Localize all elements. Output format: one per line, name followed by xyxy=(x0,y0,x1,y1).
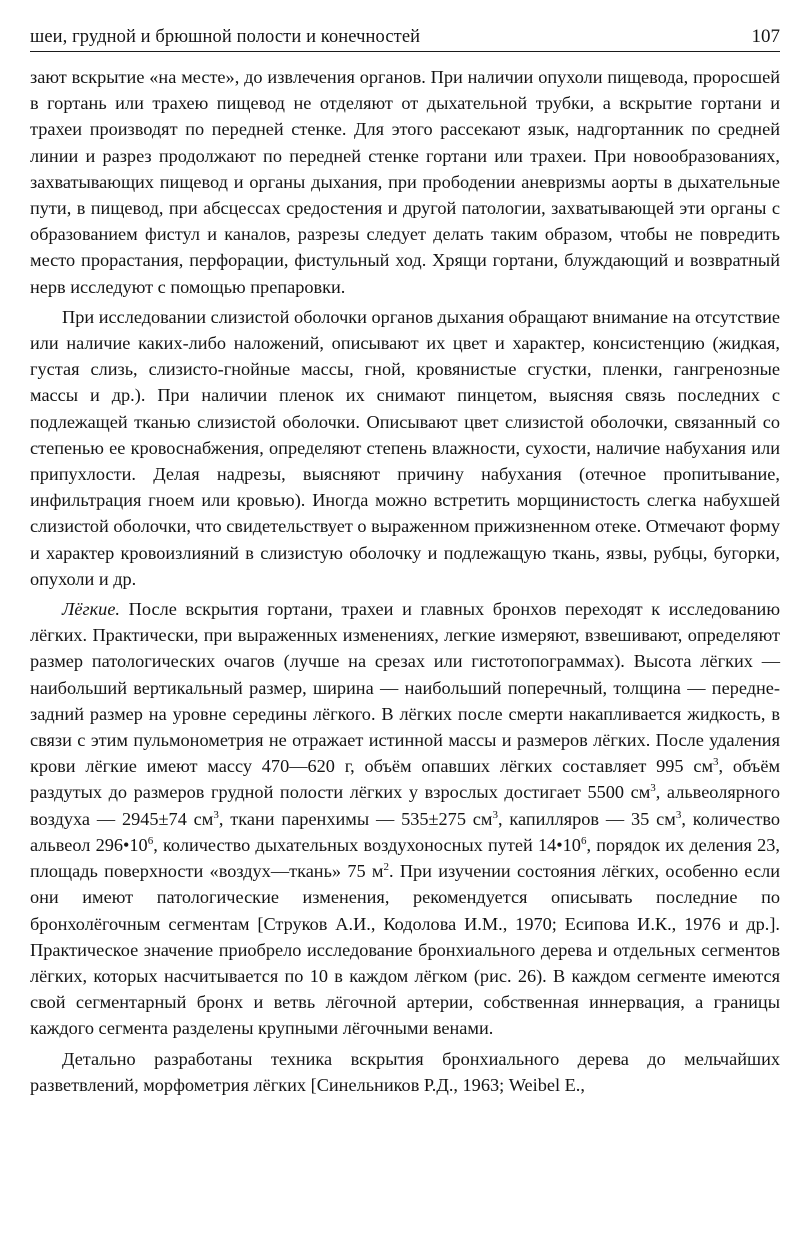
running-header-title: шеи, грудной и брюшной полости и конечностей xyxy=(30,27,421,47)
body-text xyxy=(30,64,780,1098)
section-lead-lungs: Лёгкие. xyxy=(62,599,121,620)
paragraph-bronchial-tree: Детально разработаны техника вскрытия бронхиального дерева до мельчайших разветвлений, морфометрия лёгких [Синельников Р.Д., 1963; Weibel E., xyxy=(30,1048,780,1095)
book-page xyxy=(30,26,780,1098)
paragraph-lungs-text: После вскрытия гортани, трахеи и главных бронхов переходят к исследованию лёгких. Практически, при выраженных изменениях, легкие измеряют, взвешивают, определяют размер патологических очагов (лучше на срезах или гистотопограммах). Высота лёгких — наибольший вертикальный размер, ширина — наибольший поперечный, толщина — передне-задний размер на уровне середины лёгкого. В лёгких после смерти накапливается жидкость, в связи с этим пульмонометрия не отражает истинной массы и размеров лёгких. После удаления крови лёгкие имеют массу 470—620 г, объём опавших лёгких составляет 995 $см^3$, объём раздутых до размеров грудной полости лёгких у взрослых достигает 5500 $см^3$, альвеолярного воздуха — 2945±74 $см^3$, ткани паренхимы — 535±275 $см^3$, капилляров — 35 $см^3$, количество альвеол $296•10^6$, количество дыхательных воздухоносных путей $14•10^6$, порядок их деления 23, площадь поверхности «воздух—ткань» 75 $м^2$. При изучении состояния лёгких, особенно если они имеют патологические изменения, рекомендуется описывать последние по бронхолёгочным сегментам [Струков А.И., Кодолова И.М., 1970; Есипова И.К., 1976 и др.]. Практическое значение приобрело исследование бронхиального дерева и отдельных сегментов лёгких, которых насчитывается по 10 в каждом лёгком (рис. 26). В каждом сегменте имеются свой сегментарный бронх и ветвь лёгочной артерии, собственная иннервация, а границы каждого сегмента разделены крупными лёгочными венами. xyxy=(30,599,781,1039)
paragraph-lungs xyxy=(30,596,780,1041)
paragraph-esophagus-continuation: зают вскрытие «на месте», до извлечения органов. При наличии опухоли пищевода, проросшей в гортань или трахею пищевод не отделяют от дыхательной трубки, а вскрытие гортани и трахеи производят по передней стенке. Для этого рассекают язык, надгортанник по средней линии и разрез продолжают по передней стенке гортани или трахеи. При новообразованиях, захватывающих пищевод и органы дыхания, при прободении аневризмы аорты в дыхательные пути, в пищевод, при абсцессах средостения и другой патологии, захватывающей эти органы с образованием фистул и каналов, разрезы следует делать таким образом, чтобы не повредить место прорастания, перфорации, фистульный ход. Хрящи гортани, блуждающий и возвратный нерв исследуют с помощью препаровки. xyxy=(30,67,780,297)
page-number: 107 xyxy=(751,26,780,47)
paragraph-mucosa-examination: При исследовании слизистой оболочки органов дыхания обращают внимание на отсутствие или наличие каких-либо наложений, описывают их цвет и характер, консистенцию (жидкая, густая слизь, слизисто-гнойные массы, гной, кровянистые сгустки, пленки, гангренозные массы и др.). При наличии пленок их снимают пинцетом, выясняя связь последних с подлежащей тканью слизистой оболочки. Описывают цвет слизистой оболочки, связанный со степенью ее кровоснабжения, определяют степень влажности, сухости, наличие набухания или припухлости. Делая надрезы, выясняют причину набухания (отечное пропитывание, инфильтрация гноем или кровью). Иногда можно встретить морщинистость слегка набухшей слизистой оболочки, что свидетельствует о выраженном прижизненном отеке. Отмечают форму и характер кровоизлияний в слизистую оболочку и подлежащую ткань, язвы, рубцы, бугорки, опухоли и др. xyxy=(30,306,780,589)
running-header xyxy=(30,26,780,52)
